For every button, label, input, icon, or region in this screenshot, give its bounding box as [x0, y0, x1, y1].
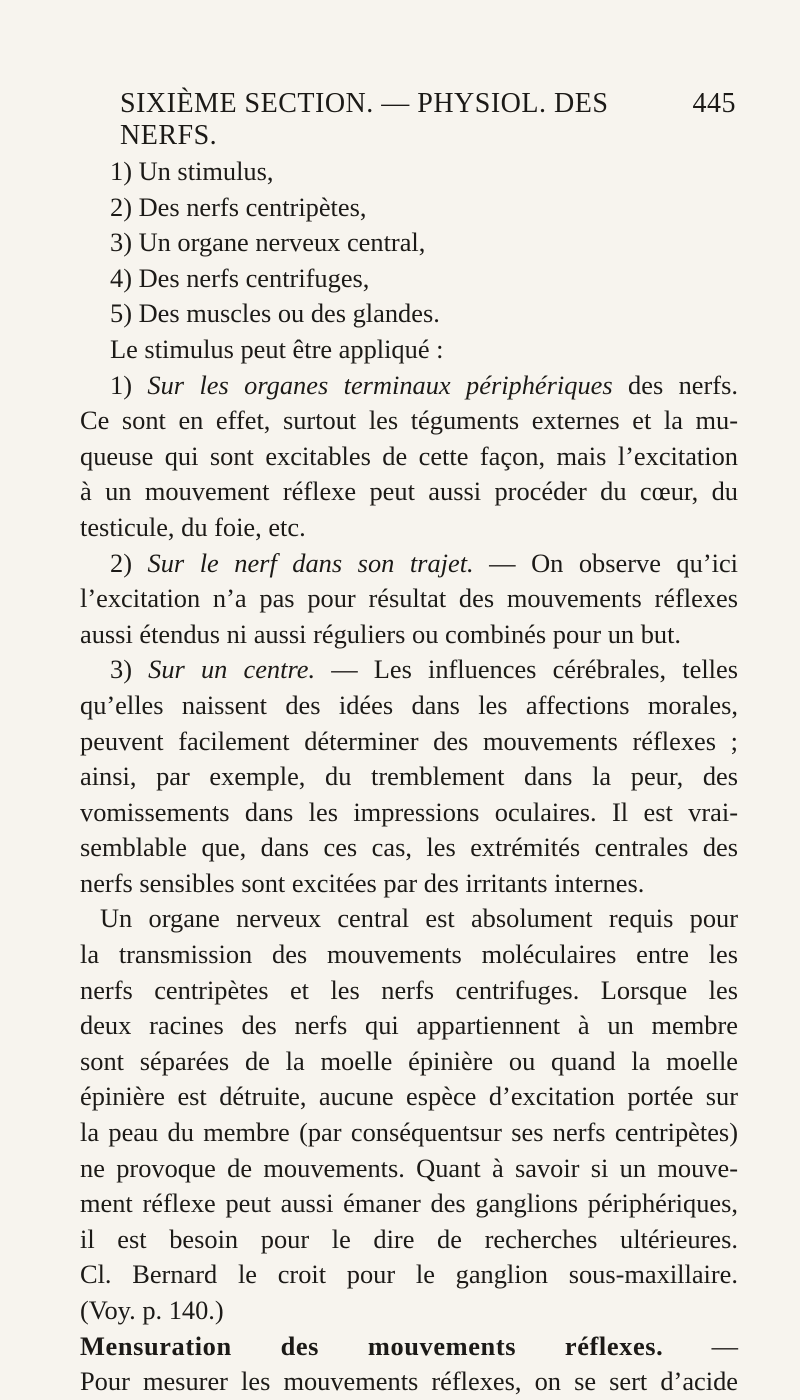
paragraph-4-line: ment réflexe peut aussi émaner des ganglions périphériques,: [80, 1188, 738, 1219]
paragraph-2-italic: Sur le nerf dans son trajet.: [147, 547, 474, 578]
list-item: 5) Des muscles ou des glandes.: [110, 298, 440, 329]
paragraph-4-line: deux racines des nerfs qui appartiennent à un membre: [80, 1010, 738, 1041]
paragraph-3-line: nerfs sensibles sont excitées par des irritants internes.: [80, 867, 645, 898]
paragraph-1-line: Ce sont en effet, surtout les téguments externes et la mu-: [80, 405, 738, 436]
running-header: [120, 88, 736, 152]
stimulus-intro: Le stimulus peut être appliqué :: [110, 333, 444, 364]
paragraph-3-line: qu’elles naissent des idées dans les affections morales,: [80, 689, 738, 720]
paragraph-3-line: 3) Sur un centre. — Les influences cérébrales, telles: [110, 654, 738, 685]
paragraph-4-line: (Voy. p. 140.): [80, 1295, 224, 1325]
page-number: 445: [692, 88, 736, 119]
paragraph-1-line: queuse qui sont excitables de cette façon, mais l’excitation: [80, 440, 738, 471]
section-heading-line: Mensuration des mouvements réflexes. —: [80, 1330, 738, 1361]
paragraph-4-line: Un organe nerveux central est absolument requis pour: [100, 903, 738, 934]
paragraph-3-line: vomissements dans les impressions oculaires. Il est vrai-: [80, 796, 738, 827]
section-heading: Mensuration des mouvements réflexes.: [80, 1330, 664, 1361]
list-item: 2) Des nerfs centripètes,: [110, 191, 367, 222]
paragraph-2-line: aussi étendus ni aussi réguliers ou combinés pour un but.: [80, 618, 682, 649]
paragraph-3-line: peuvent facilement déterminer des mouvements réflexes ;: [80, 725, 738, 756]
paragraph-4-line: sont séparées de la moelle épinière ou quand la moelle: [80, 1045, 738, 1076]
list-item: 4) Des nerfs centrifuges,: [110, 262, 370, 293]
paragraph-4-line: la transmission des mouvements moléculaires entre les: [80, 939, 738, 970]
page-body: [80, 154, 738, 1400]
paragraph-4-line: il est besoin pour le dire de recherches ultérieures.: [80, 1223, 738, 1254]
paragraph-4-line: Cl. Bernard le croit pour le ganglion sous-maxillaire.: [80, 1259, 738, 1290]
paragraph-4-line: épinière est détruite, aucune espèce d’excitation portée sur: [80, 1081, 738, 1112]
paragraph-2-line: 2) Sur le nerf dans son trajet. — On observe qu’ici: [110, 547, 738, 578]
paragraph-3-line: ainsi, par exemple, du tremblement dans la peur, des: [80, 761, 738, 792]
paragraph-4-line: la peau du membre (par conséquentsur ses nerfs centripètes): [80, 1117, 738, 1148]
list-item: 1) Un stimulus,: [110, 156, 274, 186]
section-line: Pour mesurer les mouvements réflexes, on se sert d’acide: [80, 1366, 738, 1397]
running-title: SIXIÈME SECTION. — PHYSIOL. DES NERFS.: [120, 88, 609, 151]
paragraph-1-italic: Sur les organes terminaux périphériques: [147, 369, 613, 400]
paragraph-2-line: l’excitation n’a pas pour résultat des mouvements réflexes: [80, 583, 738, 614]
paragraph-4-line: nerfs centripètes et les nerfs centrifuges. Lorsque les: [80, 974, 738, 1005]
paragraph-3-line: semblable que, dans ces cas, les extrémités centrales des: [80, 832, 738, 863]
paragraph-4-line: ne provoque de mouvements. Quant à savoir si un mouve-: [80, 1152, 738, 1183]
paragraph-1-line: 1) Sur les organes terminaux périphériques des nerfs.: [110, 369, 738, 400]
paragraph-3-italic: Sur un centre.: [148, 654, 316, 685]
paragraph-1-line: à un mouvement réflexe peut aussi procéder du cœur, du: [80, 476, 738, 507]
paragraph-1-line: testicule, du foie, etc.: [80, 511, 306, 542]
list-item: 3) Un organe nerveux central,: [110, 227, 426, 258]
